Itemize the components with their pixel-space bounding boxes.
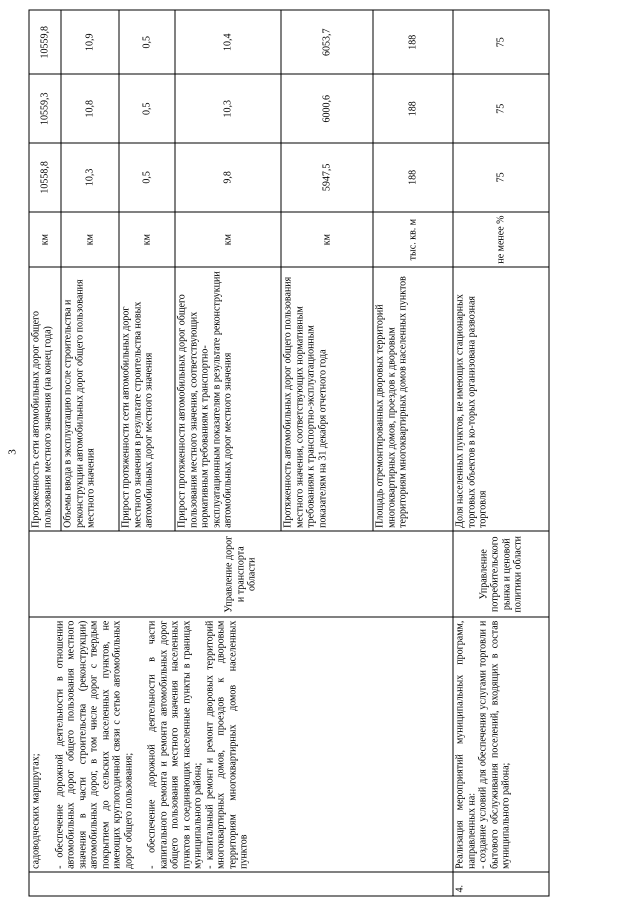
table-row — [453, 10, 549, 896]
indicator-name: Объемы ввода в эксплуатацию после строительства и реконструкции автомобильных дорог общего пользования местного значения — [61, 267, 119, 531]
indicator-name: Протяженность сети автомобильных дорог общего пользования местного значения (на конец года) — [29, 267, 61, 531]
indicator-unit: км — [119, 212, 175, 268]
indicator-name: Прирост протяженности автомобильных дорог общего пользования местного значения, соответствующих нормативным требованиям к транспортно-эксплуатационным показателям в результате реконструкции автомобильных дорог местного значения — [175, 267, 281, 531]
indicator-value-2: 6000,6 — [281, 74, 373, 143]
indicator-unit: км — [281, 212, 373, 268]
row-number-cell: 4. — [453, 872, 549, 896]
row-number-cell — [29, 872, 453, 896]
indicator-value-3: 188 — [373, 10, 453, 74]
indicator-value-1: 75 — [453, 143, 549, 212]
measures-p1: Реализация мероприятий муниципальных программ, направленных на: — [454, 620, 477, 869]
measures-p2: - обеспечение дорожной деятельности в части капитального ремонта и ремонта автомобильных дорог общего пользования местного значения населенных пунктов и соединяющих населенные пункты в границах муниципального района; — [146, 620, 204, 869]
indicator-value-1: 5947,5 — [281, 143, 373, 212]
measures-p3: - капитальный ремонт и ремонт дворовых территорий многоквартирных домов, проездов к дворовым территориям многоквартирных домов населенных пунктов — [204, 620, 250, 869]
measures-p2: - создание условий для обеспечения услугами торговли и бытового обслуживания поселений, входящих в состав муниципального района; — [477, 620, 512, 869]
measures-cell — [453, 617, 549, 872]
rotated-page — [1, 0, 640, 905]
indicator-value-3: 10,9 — [61, 10, 119, 74]
indicator-name: Протяженность автомобильных дорог общего пользования местного значения, соответствующих нормативным требованиям к транспортно-эксплуатационным показателям на 31 декабря отчетного года — [281, 267, 373, 531]
indicator-value-2: 10559,3 — [29, 74, 61, 143]
indicator-unit: не менее % — [453, 212, 549, 268]
indicator-value-1: 0,5 — [119, 143, 175, 212]
indicator-value-1: 188 — [373, 143, 453, 212]
program-table — [29, 10, 550, 897]
indicator-value-2: 10,3 — [175, 74, 281, 143]
measures-cell — [29, 617, 453, 872]
indicator-value-2: 75 — [453, 74, 549, 143]
indicator-name: Площадь отремонтированных дворовых территорий многоквартирных домов, проездов к дворовым территориям многоквартирных домов населенных пунктов — [373, 267, 453, 531]
indicator-name: Доля населенных пунктов, не имеющих стационарных торговых объектов в ко-торых организована развозная торговля — [453, 267, 549, 531]
indicator-unit: тыс. кв. м — [373, 212, 453, 268]
indicator-value-3: 0,5 — [119, 10, 175, 74]
indicator-value-2: 188 — [373, 74, 453, 143]
indicator-unit: км — [175, 212, 281, 268]
indicator-unit: км — [29, 212, 61, 268]
table-row — [29, 10, 61, 896]
indicator-unit: км — [61, 212, 119, 268]
indicator-value-3: 10,4 — [175, 10, 281, 74]
indicator-name: Прирост протяженности сети автомобильных дорог местного значения в результате строительства новых автомобильных дорог местного значения — [119, 267, 175, 531]
executor-cell: Управление дорог и транспорта области — [29, 531, 453, 617]
indicator-value-3: 6053,7 — [281, 10, 373, 74]
indicator-value-1: 10558,8 — [29, 143, 61, 212]
page-number: 3 — [6, 449, 19, 455]
indicator-value-3: 75 — [453, 10, 549, 74]
indicator-value-1: 9,8 — [175, 143, 281, 212]
indicator-value-2: 10,8 — [61, 74, 119, 143]
measures-top: садоводческих маршрутах; — [30, 753, 42, 869]
executor-cell: Управление потребительского рынка и ценовой политики области — [453, 531, 549, 617]
indicator-value-1: 10,3 — [61, 143, 119, 212]
measures-p1: - обеспечение дорожной деятельности в отношении автомобильных дорог общего пользования местного значения в части строительства (реконструкции) автомобильных дорог, в том числе дорог с твердым покрытием до сельских населенных пунктов, не имеющих круглогодичной связи с сетью автомобильных дорог общего пользования; — [54, 620, 134, 869]
indicator-value-3: 10559,8 — [29, 10, 61, 74]
indicator-value-2: 0,5 — [119, 74, 175, 143]
